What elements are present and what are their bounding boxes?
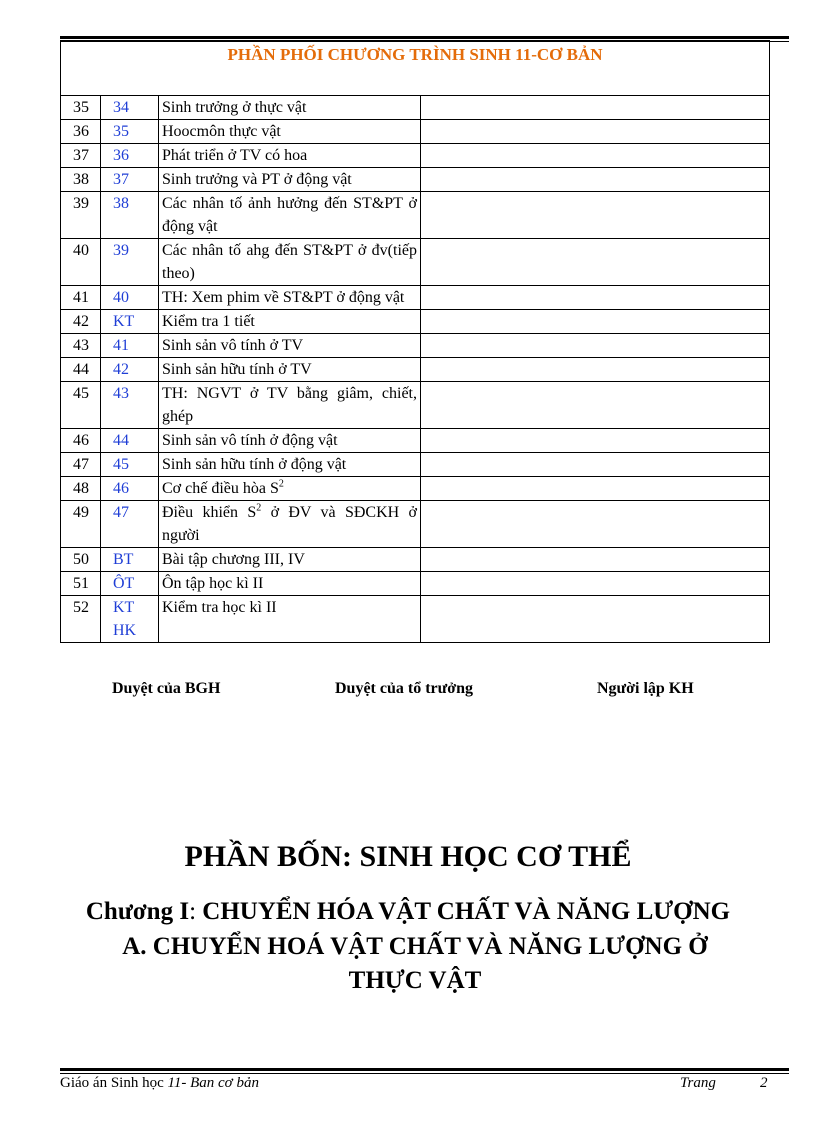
lesson-title-pre: Điều khiển S — [162, 504, 257, 521]
lesson-code: 40 — [113, 289, 129, 306]
lesson-number — [101, 286, 159, 310]
lesson-title: Sinh sản hữu tính ở động vật — [159, 453, 421, 477]
lesson-code: 44 — [113, 432, 129, 449]
lesson-title: Phát triển ở TV có hoa — [159, 144, 421, 168]
table-row — [61, 358, 770, 382]
notes-cell — [421, 572, 770, 596]
notes-cell — [421, 429, 770, 453]
lesson-code: ÔT — [113, 575, 135, 592]
section-title: A. CHUYỂN HOÁ VẬT CHẤT VÀ NĂNG LƯỢNG Ở THỰC VẬT — [122, 933, 708, 994]
chapter-separator: : — [189, 898, 203, 925]
lesson-number — [101, 382, 159, 429]
lesson-code: 36 — [113, 147, 129, 164]
lesson-code: BT — [113, 551, 134, 568]
top-rule — [60, 36, 789, 39]
lesson-title: Sinh sản vô tính ở động vật — [159, 429, 421, 453]
part-title: PHẦN BỐN: SINH HỌC CƠ THỂ — [184, 840, 632, 873]
chapter-label: Chương I — [85, 898, 190, 925]
lesson-number — [101, 501, 159, 548]
lesson-number — [101, 310, 159, 334]
notes-cell — [421, 358, 770, 382]
notes-cell — [421, 192, 770, 239]
signature-bgh: Duyệt của BGH — [112, 680, 221, 697]
row-number: 39 — [61, 192, 101, 239]
lesson-title — [159, 501, 421, 548]
lesson-title: Kiểm tra 1 tiết — [159, 310, 421, 334]
lesson-title-pre: Cơ chế điều hòa S — [162, 480, 279, 497]
lesson-title-post: ở ĐV và SĐCKH ở người — [162, 504, 418, 544]
row-number: 46 — [61, 429, 101, 453]
signature-nguoi-lap: Người lập KH — [597, 680, 694, 697]
table-row — [61, 548, 770, 572]
lesson-title-sup: 2 — [256, 502, 262, 514]
lesson-title-sup: 2 — [278, 478, 284, 490]
table-row — [61, 429, 770, 453]
notes-cell — [421, 120, 770, 144]
lesson-title: Sinh sản vô tính ở TV — [159, 334, 421, 358]
lesson-number — [101, 96, 159, 120]
row-number: 42 — [61, 310, 101, 334]
row-number: 41 — [61, 286, 101, 310]
lesson-code: 35 — [113, 123, 129, 140]
lesson-number — [101, 358, 159, 382]
lesson-title: Sinh sản hữu tính ở TV — [159, 358, 421, 382]
notes-cell — [421, 96, 770, 120]
lesson-code: 46 — [113, 480, 129, 497]
lesson-code: 47 — [113, 504, 129, 521]
notes-cell — [421, 382, 770, 429]
table-row — [61, 501, 770, 548]
lesson-title: Các nhân tố ảnh hưởng đến ST&PT ở động vật — [159, 192, 421, 239]
notes-cell — [421, 334, 770, 358]
notes-cell — [421, 310, 770, 334]
table-row — [61, 334, 770, 358]
lesson-number — [101, 334, 159, 358]
lesson-number — [101, 429, 159, 453]
lesson-code: 37 — [113, 171, 129, 188]
row-number: 40 — [61, 239, 101, 286]
table-row — [61, 286, 770, 310]
lesson-number — [101, 453, 159, 477]
lesson-title: Hoocmôn thực vật — [159, 120, 421, 144]
lesson-title: Kiểm tra học kì II — [159, 596, 421, 643]
table-row — [61, 596, 770, 643]
table-title-row — [61, 41, 770, 96]
lesson-title: Bài tập chương III, IV — [159, 548, 421, 572]
row-number: 51 — [61, 572, 101, 596]
notes-cell — [421, 477, 770, 501]
table-row — [61, 382, 770, 429]
lesson-title: Ôn tập học kì II — [159, 572, 421, 596]
lesson-code: 34 — [113, 99, 129, 116]
lesson-title: Sinh trưởng và PT ở động vật — [159, 168, 421, 192]
table-row — [61, 168, 770, 192]
lesson-code: 45 — [113, 456, 129, 473]
row-number: 50 — [61, 548, 101, 572]
notes-cell — [421, 168, 770, 192]
lesson-title: TH: Xem phim về ST&PT ở động vật — [159, 286, 421, 310]
table-row — [61, 572, 770, 596]
table-row — [61, 144, 770, 168]
table-row — [61, 310, 770, 334]
lesson-code: 41 — [113, 337, 129, 354]
row-number: 52 — [61, 596, 101, 643]
footer-rule — [60, 1068, 789, 1071]
row-number: 38 — [61, 168, 101, 192]
lesson-code: KT — [113, 599, 135, 616]
curriculum-table — [60, 40, 770, 643]
table-row — [61, 120, 770, 144]
lesson-title: Sinh trưởng ở thực vật — [159, 96, 421, 120]
lesson-number — [101, 144, 159, 168]
table-row — [61, 192, 770, 239]
lesson-number — [101, 120, 159, 144]
notes-cell — [421, 548, 770, 572]
lesson-number — [101, 572, 159, 596]
lesson-code: 42 — [113, 361, 129, 378]
lesson-code: KT — [113, 313, 135, 330]
signature-to-truong: Duyệt của tổ trưởng — [335, 680, 473, 697]
lesson-code: 38 — [113, 195, 129, 212]
lesson-code-2: HK — [113, 622, 137, 639]
lesson-title: TH: NGVT ở TV bằng giâm, chiết, ghép — [159, 382, 421, 429]
table-row — [61, 453, 770, 477]
lesson-code: 43 — [113, 385, 129, 402]
footer-left-post: 11- Ban cơ bản — [167, 1075, 259, 1091]
lesson-number — [101, 477, 159, 501]
row-number: 47 — [61, 453, 101, 477]
lesson-number — [101, 168, 159, 192]
footer-left-pre: Giáo án Sinh học — [60, 1075, 168, 1091]
footer-page-label: Trang — [680, 1075, 716, 1091]
row-number: 43 — [61, 334, 101, 358]
lesson-title — [159, 477, 421, 501]
table-title: PHẦN PHỐI CHƯƠNG TRÌNH SINH 11-CƠ BẢN — [61, 41, 770, 96]
row-number: 36 — [61, 120, 101, 144]
footer-page-number: 2 — [760, 1075, 768, 1091]
row-number: 37 — [61, 144, 101, 168]
row-number: 44 — [61, 358, 101, 382]
row-number: 45 — [61, 382, 101, 429]
footer-left — [60, 1075, 259, 1092]
table-row — [61, 239, 770, 286]
notes-cell — [421, 596, 770, 643]
lesson-number — [101, 239, 159, 286]
notes-cell — [421, 501, 770, 548]
footer-rule-thin — [60, 1073, 789, 1074]
chapter-title — [0, 898, 816, 926]
notes-cell — [421, 144, 770, 168]
table-row — [61, 477, 770, 501]
lesson-number — [101, 192, 159, 239]
lesson-title: Các nhân tố ahg đến ST&PT ở đv(tiếp theo) — [159, 239, 421, 286]
row-number: 49 — [61, 501, 101, 548]
notes-cell — [421, 286, 770, 310]
lesson-number — [101, 596, 159, 643]
lesson-number — [101, 548, 159, 572]
chapter-name: CHUYỂN HÓA VẬT CHẤT VÀ NĂNG LƯỢNG — [202, 898, 731, 925]
row-number: 35 — [61, 96, 101, 120]
notes-cell — [421, 239, 770, 286]
row-number: 48 — [61, 477, 101, 501]
lesson-code: 39 — [113, 242, 129, 259]
notes-cell — [421, 453, 770, 477]
table-row — [61, 96, 770, 120]
